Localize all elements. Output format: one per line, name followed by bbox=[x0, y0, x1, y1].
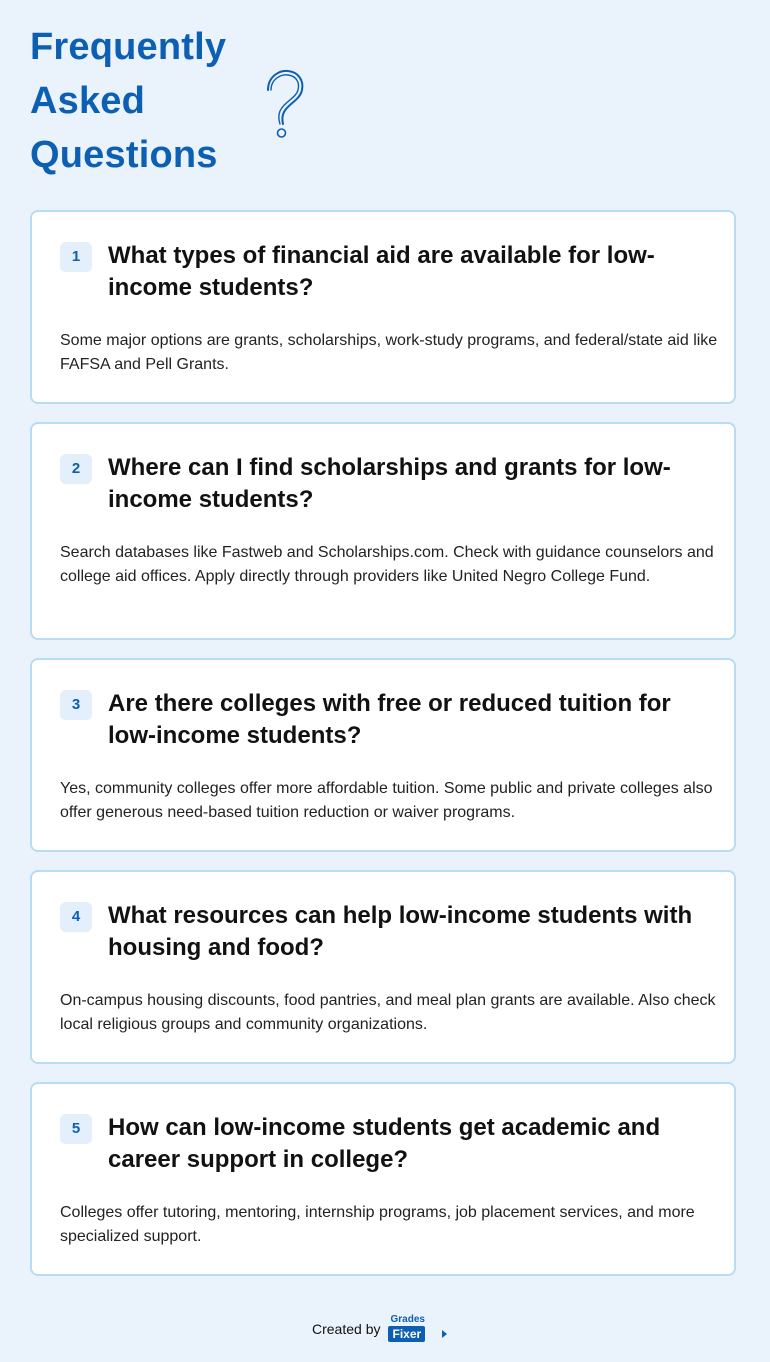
faq-question: Are there colleges with free or reduced tuition for low-income students? bbox=[108, 690, 671, 749]
faq-question: What types of financial aid are available for low-income students? bbox=[108, 242, 655, 301]
faq-number-badge: 2 bbox=[60, 454, 92, 484]
created-by-label: Created by bbox=[312, 1321, 381, 1337]
title-line-3: Questions bbox=[30, 134, 218, 176]
faq-number-badge: 4 bbox=[60, 902, 92, 932]
faq-answer: Yes, community colleges offer more affordable tuition. Some public and private colleges also offer generous need-based tuition reduction or waiver programs. bbox=[60, 780, 713, 821]
faq-question: How can low-income students get academic and career support in college? bbox=[108, 1114, 661, 1173]
faq-card-3 bbox=[30, 658, 736, 852]
faq-answer: Colleges offer tutoring, mentoring, internship programs, job placement services, and more specialized support. bbox=[60, 1204, 695, 1245]
title-line-1: Frequently bbox=[30, 26, 227, 68]
page-title bbox=[30, 20, 226, 182]
faq-card-5 bbox=[30, 1082, 736, 1276]
gradesfixer-logo bbox=[388, 1314, 448, 1344]
logo-text-top: Grades bbox=[390, 1314, 425, 1325]
faq-number-badge: 5 bbox=[60, 1114, 92, 1144]
footer-credit bbox=[312, 1314, 448, 1344]
faq-question: What resources can help low-income students with housing and food? bbox=[108, 902, 693, 961]
faq-number-badge: 1 bbox=[60, 242, 92, 272]
logo-arrow-icon bbox=[442, 1330, 447, 1338]
title-line-2: Asked bbox=[30, 80, 146, 122]
question-mark-icon bbox=[262, 68, 306, 142]
faq-question: Where can I find scholarships and grants for low-income students? bbox=[108, 454, 671, 513]
logo-text-bottom: Fixer bbox=[388, 1326, 425, 1342]
faq-answer: On-campus housing discounts, food pantries, and meal plan grants are available. Also check local religious groups and community organizations. bbox=[60, 992, 716, 1033]
faq-card-2 bbox=[30, 422, 736, 640]
faq-answer: Some major options are grants, scholarships, work-study programs, and federal/state aid like FAFSA and Pell Grants. bbox=[60, 332, 718, 373]
faq-number-badge: 3 bbox=[60, 690, 92, 720]
faq-answer: Search databases like Fastweb and Scholarships.com. Check with guidance counselors and college aid offices. Apply directly through providers like United Negro College Fund. bbox=[60, 544, 714, 585]
faq-card-1 bbox=[30, 210, 736, 404]
faq-card-4 bbox=[30, 870, 736, 1064]
